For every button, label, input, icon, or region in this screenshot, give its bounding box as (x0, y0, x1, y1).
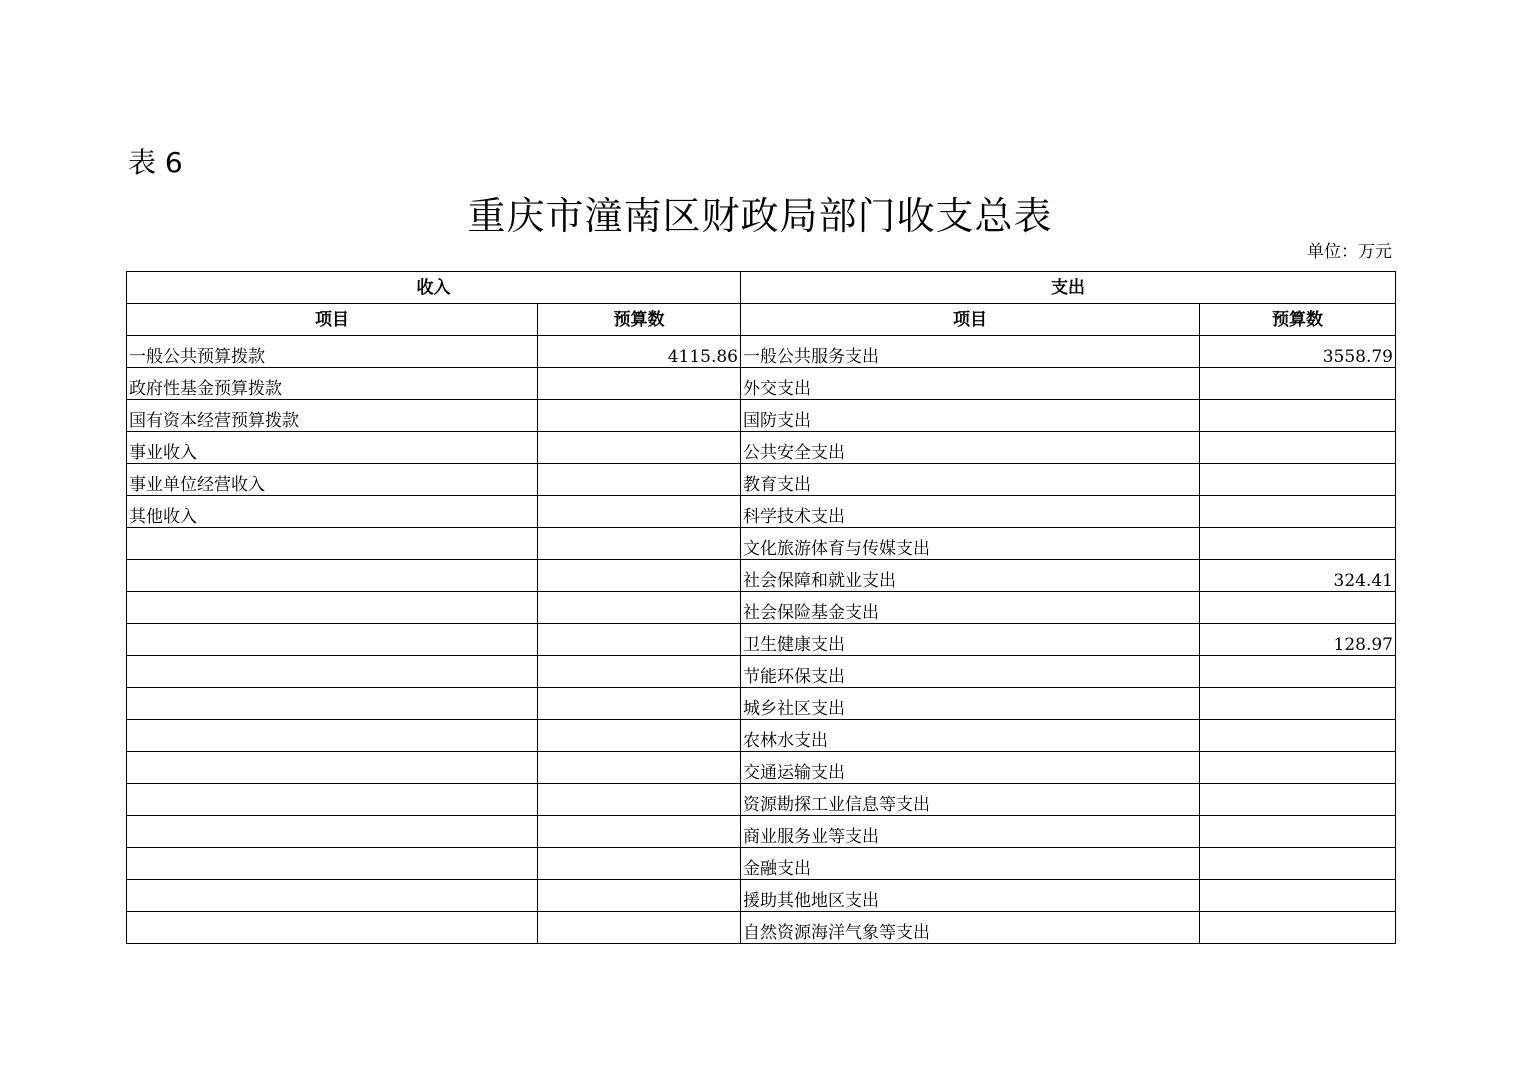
expense-budget-cell (1200, 912, 1396, 944)
expense-item-cell: 外交支出 (741, 368, 1200, 400)
expense-budget-cell (1200, 592, 1396, 624)
expense-budget-cell (1200, 720, 1396, 752)
expense-budget-cell (1200, 528, 1396, 560)
expense-item-cell: 国防支出 (741, 400, 1200, 432)
income-item-cell (127, 528, 538, 560)
expense-item-cell: 城乡社区支出 (741, 688, 1200, 720)
expense-item-cell: 节能环保支出 (741, 656, 1200, 688)
expense-item-cell: 卫生健康支出 (741, 624, 1200, 656)
expense-budget-cell (1200, 688, 1396, 720)
income-item-cell (127, 624, 538, 656)
table-row (127, 496, 1396, 528)
table-row (127, 592, 1396, 624)
table-row (127, 752, 1396, 784)
expense-item-cell: 商业服务业等支出 (741, 816, 1200, 848)
expense-item-cell: 资源勘探工业信息等支出 (741, 784, 1200, 816)
income-budget-cell (538, 848, 741, 880)
expense-budget-cell (1200, 432, 1396, 464)
expense-item-cell: 社会保障和就业支出 (741, 560, 1200, 592)
income-item-cell (127, 912, 538, 944)
table-row (127, 336, 1396, 368)
expense-budget-cell (1200, 784, 1396, 816)
expense-item-cell: 援助其他地区支出 (741, 880, 1200, 912)
expense-budget-column-header: 预算数 (1200, 304, 1396, 336)
expense-item-cell: 自然资源海洋气象等支出 (741, 912, 1200, 944)
income-budget-cell (538, 432, 741, 464)
income-budget-cell (538, 368, 741, 400)
expense-budget-cell (1200, 656, 1396, 688)
expense-budget-cell (1200, 848, 1396, 880)
income-budget-cell (538, 560, 741, 592)
income-item-cell (127, 592, 538, 624)
income-budget-cell (538, 816, 741, 848)
income-budget-cell (538, 784, 741, 816)
income-budget-cell (538, 496, 741, 528)
table-row (127, 848, 1396, 880)
income-budget-cell (538, 464, 741, 496)
table-row (127, 560, 1396, 592)
income-item-cell (127, 752, 538, 784)
table-body (127, 336, 1396, 944)
income-item-cell (127, 816, 538, 848)
budget-table (126, 271, 1396, 944)
expense-budget-cell (1200, 816, 1396, 848)
unit-label: 单位：万元 (1307, 242, 1392, 262)
income-item-cell: 政府性基金预算拨款 (127, 368, 538, 400)
income-item-cell (127, 848, 538, 880)
table-row (127, 624, 1396, 656)
income-item-cell: 事业单位经营收入 (127, 464, 538, 496)
income-item-cell (127, 880, 538, 912)
income-budget-cell (538, 720, 741, 752)
expense-item-cell: 文化旅游体育与传媒支出 (741, 528, 1200, 560)
income-item-cell: 其他收入 (127, 496, 538, 528)
income-budget-column-header: 预算数 (538, 304, 741, 336)
table-row (127, 368, 1396, 400)
table-row (127, 464, 1396, 496)
expense-budget-cell (1200, 880, 1396, 912)
table-row (127, 432, 1396, 464)
table-row (127, 400, 1396, 432)
income-budget-cell (538, 880, 741, 912)
table-row (127, 720, 1396, 752)
expense-budget-cell (1200, 496, 1396, 528)
income-item-cell: 一般公共预算拨款 (127, 336, 538, 368)
income-item-cell (127, 688, 538, 720)
expense-item-cell: 科学技术支出 (741, 496, 1200, 528)
expense-budget-cell (1200, 464, 1396, 496)
income-budget-cell (538, 592, 741, 624)
income-item-cell (127, 720, 538, 752)
table-column-header-row (127, 304, 1396, 336)
expense-budget-cell (1200, 368, 1396, 400)
income-budget-cell (538, 912, 741, 944)
expense-budget-cell (1200, 752, 1396, 784)
income-item-cell (127, 656, 538, 688)
table-number-label: 表 6 (128, 146, 183, 179)
table-group-header-row (127, 272, 1396, 304)
expense-item-cell: 一般公共服务支出 (741, 336, 1200, 368)
income-item-cell (127, 784, 538, 816)
income-group-header: 收入 (127, 272, 741, 304)
table-row (127, 688, 1396, 720)
expense-budget-cell (1200, 400, 1396, 432)
income-item-column-header: 项目 (127, 304, 538, 336)
table-row (127, 528, 1396, 560)
expense-budget-cell: 324.41 (1200, 560, 1396, 592)
expense-item-column-header: 项目 (741, 304, 1200, 336)
expense-item-cell: 金融支出 (741, 848, 1200, 880)
income-budget-cell (538, 688, 741, 720)
income-item-cell: 国有资本经营预算拨款 (127, 400, 538, 432)
income-item-cell (127, 560, 538, 592)
page-title: 重庆市潼南区财政局部门收支总表 (467, 194, 1053, 238)
income-budget-cell (538, 656, 741, 688)
expense-item-cell: 社会保险基金支出 (741, 592, 1200, 624)
table-row (127, 912, 1396, 944)
income-budget-cell: 4115.86 (538, 336, 741, 368)
table-row (127, 816, 1396, 848)
income-item-cell: 事业收入 (127, 432, 538, 464)
expense-group-header: 支出 (741, 272, 1396, 304)
income-budget-cell (538, 752, 741, 784)
income-budget-cell (538, 400, 741, 432)
expense-item-cell: 交通运输支出 (741, 752, 1200, 784)
expense-budget-cell: 128.97 (1200, 624, 1396, 656)
table-row (127, 656, 1396, 688)
expense-budget-cell: 3558.79 (1200, 336, 1396, 368)
table-row (127, 784, 1396, 816)
income-budget-cell (538, 624, 741, 656)
income-budget-cell (538, 528, 741, 560)
expense-item-cell: 农林水支出 (741, 720, 1200, 752)
expense-item-cell: 教育支出 (741, 464, 1200, 496)
table-row (127, 880, 1396, 912)
expense-item-cell: 公共安全支出 (741, 432, 1200, 464)
